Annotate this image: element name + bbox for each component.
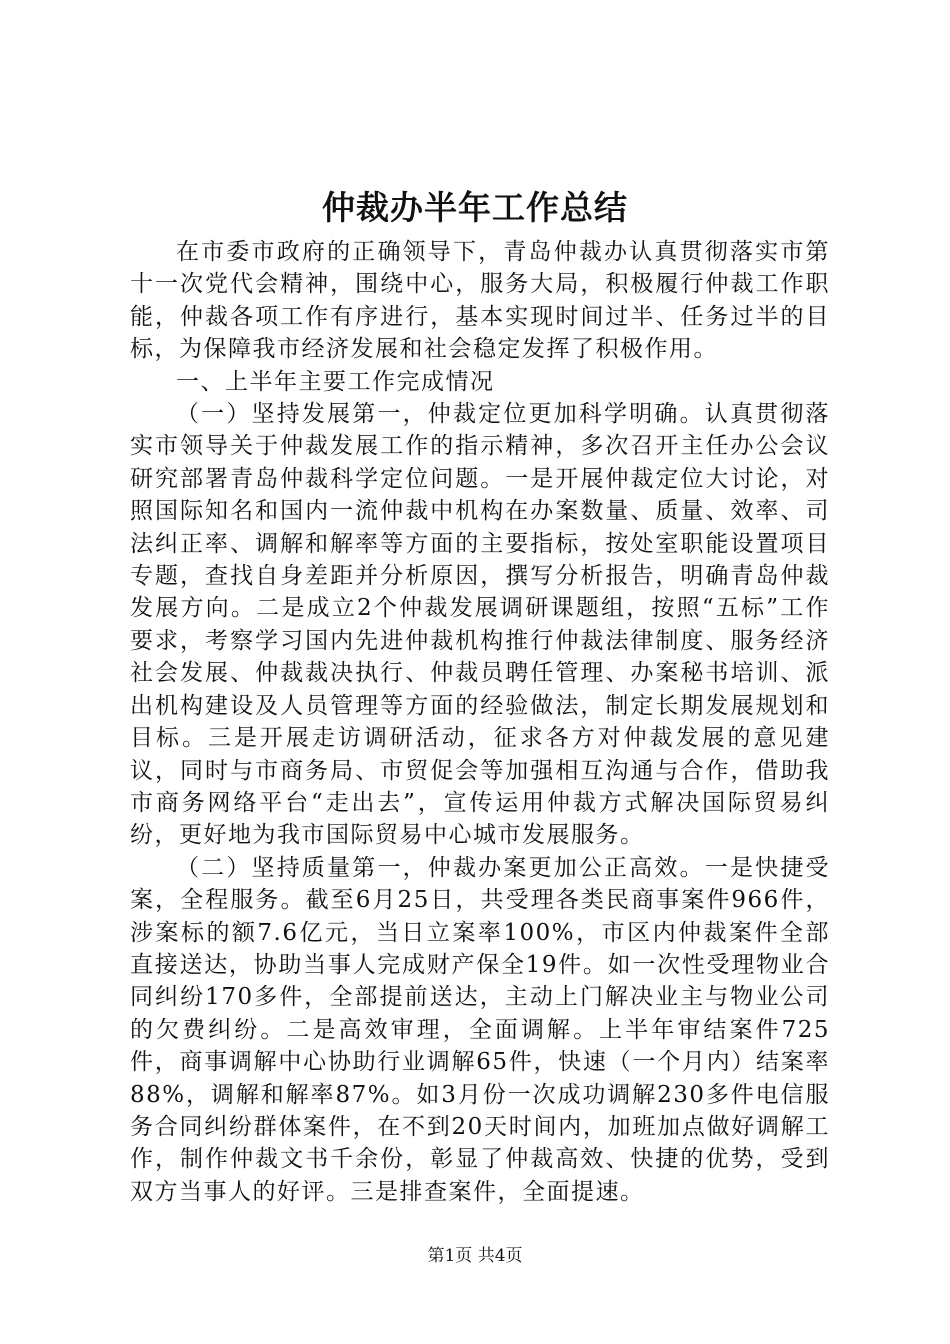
document-title: 仲裁办半年工作总结 <box>322 188 628 227</box>
body-paragraph: （一）坚持发展第一，仲裁定位更加科学明确。认真贯彻落实市领导关于仲裁发展工作的指示精神，多次召开主任办公会议研究部署青岛仲裁科学定位问题。一是开展仲裁定位大讨论，对照国际知名和国内一流仲裁中机构在办案数量、质量、效率、司法纠正率、调解和解率等方面的主要指标，按处室职能设置项目专题，查找自身差距并分析原因，撰写分析报告，明确青岛仲裁发展方向。二是成立2个仲裁发展调研课题组，按照“五标”工作要求，考察学习国内先进仲裁机构推行仲裁法律制度、服务经济社会发展、仲裁裁决执行、仲裁员聘任管理、办案秘书培训、派出机构建设及人员管理等方面的经验做法，制定长期发展规划和目标。三是开展走访调研活动，征求各方对仲裁发展的意见建议，同时与市商务局、市贸促会等加强相互沟通与合作，借助我市商务网络平台“走出去”，宣传运用仲裁方式解决国际贸易纠纷，更好地为我市国际贸易中心城市发展服务。 <box>130 401 830 849</box>
page-number-footer: 第1页 共4页 <box>427 1246 523 1266</box>
body-paragraph: （二）坚持质量第一，仲裁办案更加公正高效。一是快捷受案，全程服务。截至6月25日，共受理各类民商事案件966件，涉案标的额7.6亿元，当日立案率100%，市区内仲裁案件全部直接送达，协助当事人完成财产保全19件。如一次性受理物业合同纠纷170多件，全部提前送达，主动上门解决业主与物业公司的欠费纠纷。二是高效审理，全面调解。上半年审结案件725件，商事调解中心协助行业调解65件，快速（一个月内）结案率88%，调解和解率87%。如3月份一次成功调解230多件电信服务合同纠纷群体案件，在不到20天时间内，加班加点做好调解工作，制作仲裁文书千余份，彰显了仲裁高效、快捷的优势，受到双方当事人的好评。三是排查案件，全面提速。 <box>130 854 830 1205</box>
intro-paragraph: 在市委市政府的正确领导下，青岛仲裁办认真贯彻落实市第十一次党代会精神，围绕中心，服务大局，积极履行仲裁工作职能，仲裁各项工作有序进行，基本实现时间过半、任务过半的目标，为保障我市经济发展和社会稳定发挥了积极作用。 <box>130 239 830 363</box>
section-heading: 一、上半年主要工作完成情况 <box>176 368 495 395</box>
document-body <box>130 236 830 1208</box>
